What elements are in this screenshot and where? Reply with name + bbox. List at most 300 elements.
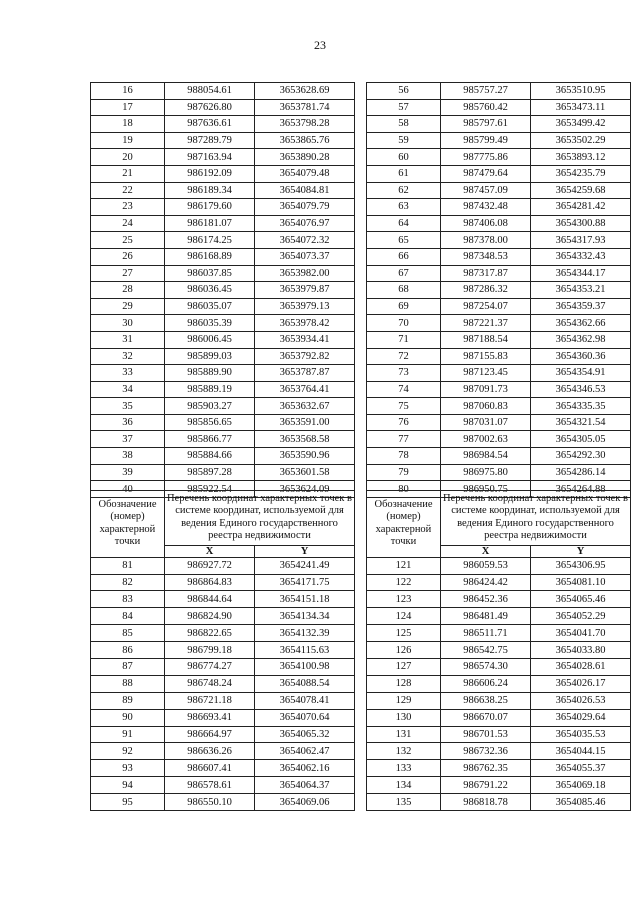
x-coordinate-cell: 987123.45 xyxy=(441,365,531,382)
point-number-cell: 84 xyxy=(91,608,165,625)
y-coordinate-cell: 3654055.37 xyxy=(531,760,631,777)
y-coordinate-cell: 3654317.93 xyxy=(531,232,631,249)
point-number-cell: 132 xyxy=(367,743,441,760)
y-coordinate-cell: 3654028.61 xyxy=(531,658,631,675)
point-number-cell: 28 xyxy=(91,282,165,299)
x-coordinate-cell: 987289.79 xyxy=(165,132,255,149)
y-coordinate-cell: 3654078.41 xyxy=(255,692,355,709)
table-row xyxy=(91,448,355,465)
x-coordinate-cell: 986693.41 xyxy=(165,709,255,726)
y-coordinate-cell: 3653978.42 xyxy=(255,315,355,332)
page-number: 23 xyxy=(314,38,326,52)
x-coordinate-cell: 987317.87 xyxy=(441,265,531,282)
x-coordinate-cell: 986036.45 xyxy=(165,282,255,299)
table-row xyxy=(367,557,631,574)
x-coordinate-cell: 986574.30 xyxy=(441,658,531,675)
point-number-cell: 83 xyxy=(91,591,165,608)
point-number-cell: 36 xyxy=(91,414,165,431)
x-coordinate-cell: 986791.22 xyxy=(441,777,531,794)
x-coordinate-cell: 986774.27 xyxy=(165,658,255,675)
y-coordinate-cell: 3654362.66 xyxy=(531,315,631,332)
point-number-cell: 135 xyxy=(367,794,441,811)
x-coordinate-cell: 987002.63 xyxy=(441,431,531,448)
y-coordinate-cell: 3653798.28 xyxy=(255,116,355,133)
table-row xyxy=(91,232,355,249)
table-row xyxy=(91,591,355,608)
table-row xyxy=(91,574,355,591)
coords-table-bottom-right xyxy=(366,490,631,811)
x-coordinate-cell: 986550.10 xyxy=(165,794,255,811)
x-coordinate-cell: 987457.09 xyxy=(441,182,531,199)
table-row xyxy=(367,298,631,315)
table-row xyxy=(367,215,631,232)
y-coordinate-cell: 3654259.68 xyxy=(531,182,631,199)
point-number-cell: 67 xyxy=(367,265,441,282)
table-row xyxy=(91,692,355,709)
point-number-cell: 32 xyxy=(91,348,165,365)
x-coordinate-cell: 987163.94 xyxy=(165,149,255,166)
point-number-cell: 23 xyxy=(91,199,165,216)
table-row xyxy=(367,414,631,431)
y-coordinate-cell: 3654321.54 xyxy=(531,414,631,431)
table-row xyxy=(367,199,631,216)
y-coordinate-cell: 3654360.36 xyxy=(531,348,631,365)
y-coordinate-cell: 3654084.81 xyxy=(255,182,355,199)
table-row xyxy=(367,608,631,625)
y-coordinate-cell: 3654029.64 xyxy=(531,709,631,726)
table-row xyxy=(91,625,355,642)
point-number-cell: 88 xyxy=(91,675,165,692)
y-coordinate-cell: 3654300.88 xyxy=(531,215,631,232)
y-coordinate-cell: 3654079.48 xyxy=(255,165,355,182)
y-coordinate-cell: 3653787.87 xyxy=(255,365,355,382)
table-row xyxy=(367,182,631,199)
table-row xyxy=(91,642,355,659)
table-row xyxy=(91,398,355,415)
point-number-cell: 91 xyxy=(91,726,165,743)
coords-label-header: Перечень координат характерных точек в системе координат, используемой для ведения Единого государственного реестра недвижимости xyxy=(441,491,631,546)
y-coordinate-cell: 3654073.37 xyxy=(255,248,355,265)
table-row xyxy=(91,149,355,166)
x-coordinate-cell: 985856.65 xyxy=(165,414,255,431)
y-coordinate-cell: 3654076.97 xyxy=(255,215,355,232)
point-number-cell: 66 xyxy=(367,248,441,265)
point-number-cell: 121 xyxy=(367,557,441,574)
table-row xyxy=(91,743,355,760)
x-coordinate-cell: 986452.36 xyxy=(441,591,531,608)
point-number-cell: 20 xyxy=(91,149,165,166)
x-coordinate-cell: 985760.42 xyxy=(441,99,531,116)
point-number-cell: 72 xyxy=(367,348,441,365)
y-coordinate-cell: 3654069.18 xyxy=(531,777,631,794)
table-row xyxy=(91,331,355,348)
y-coordinate-cell: 3653591.00 xyxy=(255,414,355,431)
y-coordinate-cell: 3653781.74 xyxy=(255,99,355,116)
table-row xyxy=(91,431,355,448)
point-number-cell: 63 xyxy=(367,199,441,216)
x-coordinate-cell: 985884.66 xyxy=(165,448,255,465)
table-row xyxy=(91,116,355,133)
x-coordinate-cell: 986721.18 xyxy=(165,692,255,709)
point-number-cell: 128 xyxy=(367,675,441,692)
x-coordinate-cell: 987060.83 xyxy=(441,398,531,415)
table-row xyxy=(91,777,355,794)
table-row xyxy=(367,83,631,100)
point-number-cell: 34 xyxy=(91,381,165,398)
x-coordinate-cell: 985903.27 xyxy=(165,398,255,415)
x-coordinate-cell: 987031.07 xyxy=(441,414,531,431)
table-row xyxy=(91,675,355,692)
table-row xyxy=(91,282,355,299)
table-row xyxy=(91,348,355,365)
y-coordinate-cell: 3654085.46 xyxy=(531,794,631,811)
point-number-cell: 134 xyxy=(367,777,441,794)
point-number-cell: 122 xyxy=(367,574,441,591)
x-coordinate-cell: 985866.77 xyxy=(165,431,255,448)
y-coordinate-cell: 3653499.42 xyxy=(531,116,631,133)
point-number-cell: 17 xyxy=(91,99,165,116)
x-coordinate-cell: 985922.54 xyxy=(165,481,255,498)
point-number-cell: 75 xyxy=(367,398,441,415)
x-coordinate-cell: 986950.75 xyxy=(441,481,531,498)
y-coordinate-cell: 3654362.98 xyxy=(531,331,631,348)
table-row xyxy=(367,574,631,591)
x-coordinate-cell: 986006.45 xyxy=(165,331,255,348)
point-number-cell: 94 xyxy=(91,777,165,794)
y-coordinate-cell: 3653979.87 xyxy=(255,282,355,299)
table-row xyxy=(367,464,631,481)
table-row xyxy=(91,182,355,199)
table-row xyxy=(367,794,631,811)
x-coordinate-cell: 985897.28 xyxy=(165,464,255,481)
y-coordinate-cell: 3654359.37 xyxy=(531,298,631,315)
point-label-header: Обозначение (номер) характерной точки xyxy=(91,491,165,558)
point-number-cell: 85 xyxy=(91,625,165,642)
y-coordinate-cell: 3654026.53 xyxy=(531,692,631,709)
y-coordinate-cell: 3654079.79 xyxy=(255,199,355,216)
y-coordinate-cell: 3654070.64 xyxy=(255,709,355,726)
y-coordinate-cell: 3654062.16 xyxy=(255,760,355,777)
x-coordinate-cell: 985889.90 xyxy=(165,365,255,382)
x-coordinate-cell: 986189.34 xyxy=(165,182,255,199)
point-number-cell: 27 xyxy=(91,265,165,282)
y-coordinate-cell: 3654281.42 xyxy=(531,199,631,216)
point-number-cell: 16 xyxy=(91,83,165,100)
table-row xyxy=(367,591,631,608)
y-coordinate-cell: 3653590.96 xyxy=(255,448,355,465)
x-coordinate-cell: 986542.75 xyxy=(441,642,531,659)
table-row xyxy=(367,331,631,348)
x-column-header: X xyxy=(441,545,531,557)
table-row xyxy=(91,365,355,382)
point-number-cell: 90 xyxy=(91,709,165,726)
y-coordinate-cell: 3653632.67 xyxy=(255,398,355,415)
point-number-cell: 127 xyxy=(367,658,441,675)
y-coordinate-cell: 3653982.00 xyxy=(255,265,355,282)
y-coordinate-cell: 3654064.37 xyxy=(255,777,355,794)
table-row xyxy=(91,165,355,182)
table-row xyxy=(91,315,355,332)
point-number-cell: 29 xyxy=(91,298,165,315)
point-number-cell: 133 xyxy=(367,760,441,777)
point-number-cell: 129 xyxy=(367,692,441,709)
x-coordinate-cell: 987636.61 xyxy=(165,116,255,133)
x-coordinate-cell: 986975.80 xyxy=(441,464,531,481)
point-number-cell: 38 xyxy=(91,448,165,465)
table-row xyxy=(91,726,355,743)
x-coordinate-cell: 986824.90 xyxy=(165,608,255,625)
table-row xyxy=(91,132,355,149)
y-coordinate-cell: 3653890.28 xyxy=(255,149,355,166)
point-number-cell: 68 xyxy=(367,282,441,299)
table-row xyxy=(367,315,631,332)
point-number-cell: 58 xyxy=(367,116,441,133)
point-number-cell: 130 xyxy=(367,709,441,726)
x-column-header: X xyxy=(165,545,255,557)
x-coordinate-cell: 986822.65 xyxy=(165,625,255,642)
coords-table-top-right xyxy=(366,82,631,498)
x-coordinate-cell: 986037.85 xyxy=(165,265,255,282)
point-number-cell: 26 xyxy=(91,248,165,265)
x-coordinate-cell: 986636.26 xyxy=(165,743,255,760)
table-row xyxy=(367,625,631,642)
point-number-cell: 21 xyxy=(91,165,165,182)
point-number-cell: 95 xyxy=(91,794,165,811)
y-coordinate-cell: 3654026.17 xyxy=(531,675,631,692)
x-coordinate-cell: 986607.41 xyxy=(165,760,255,777)
y-coordinate-cell: 3654306.95 xyxy=(531,557,631,574)
table-row xyxy=(367,726,631,743)
table-row xyxy=(367,381,631,398)
point-number-cell: 126 xyxy=(367,642,441,659)
x-coordinate-cell: 988054.61 xyxy=(165,83,255,100)
y-coordinate-cell: 3654354.91 xyxy=(531,365,631,382)
y-coordinate-cell: 3653473.11 xyxy=(531,99,631,116)
y-coordinate-cell: 3653764.41 xyxy=(255,381,355,398)
point-number-cell: 123 xyxy=(367,591,441,608)
x-coordinate-cell: 985757.27 xyxy=(441,83,531,100)
point-number-cell: 60 xyxy=(367,149,441,166)
x-coordinate-cell: 985799.49 xyxy=(441,132,531,149)
x-coordinate-cell: 986192.09 xyxy=(165,165,255,182)
point-number-cell: 19 xyxy=(91,132,165,149)
point-number-cell: 74 xyxy=(367,381,441,398)
table-row xyxy=(367,165,631,182)
x-coordinate-cell: 986732.36 xyxy=(441,743,531,760)
y-coordinate-cell: 3654088.54 xyxy=(255,675,355,692)
y-coordinate-cell: 3654065.32 xyxy=(255,726,355,743)
point-number-cell: 37 xyxy=(91,431,165,448)
point-number-cell: 56 xyxy=(367,83,441,100)
point-number-cell: 35 xyxy=(91,398,165,415)
y-coordinate-cell: 3654151.18 xyxy=(255,591,355,608)
table-row xyxy=(91,464,355,481)
y-coordinate-cell: 3653601.58 xyxy=(255,464,355,481)
x-coordinate-cell: 986670.07 xyxy=(441,709,531,726)
point-number-cell: 24 xyxy=(91,215,165,232)
table-row xyxy=(367,132,631,149)
point-number-cell: 62 xyxy=(367,182,441,199)
point-number-cell: 82 xyxy=(91,574,165,591)
table-row xyxy=(91,709,355,726)
table-row xyxy=(91,557,355,574)
point-number-cell: 70 xyxy=(367,315,441,332)
y-coordinate-cell: 3653979.13 xyxy=(255,298,355,315)
x-coordinate-cell: 986844.64 xyxy=(165,591,255,608)
y-coordinate-cell: 3653568.58 xyxy=(255,431,355,448)
x-coordinate-cell: 986181.07 xyxy=(165,215,255,232)
point-number-cell: 65 xyxy=(367,232,441,249)
x-coordinate-cell: 986179.60 xyxy=(165,199,255,216)
point-number-cell: 89 xyxy=(91,692,165,709)
y-coordinate-cell: 3654115.63 xyxy=(255,642,355,659)
x-coordinate-cell: 986762.35 xyxy=(441,760,531,777)
y-coordinate-cell: 3654335.35 xyxy=(531,398,631,415)
table-row xyxy=(91,658,355,675)
table-row xyxy=(91,199,355,216)
table-row xyxy=(367,149,631,166)
point-number-cell: 30 xyxy=(91,315,165,332)
y-coordinate-cell: 3654353.21 xyxy=(531,282,631,299)
y-coordinate-cell: 3654134.34 xyxy=(255,608,355,625)
x-coordinate-cell: 987286.32 xyxy=(441,282,531,299)
y-coordinate-cell: 3654346.53 xyxy=(531,381,631,398)
x-coordinate-cell: 985889.19 xyxy=(165,381,255,398)
x-coordinate-cell: 987479.64 xyxy=(441,165,531,182)
y-coordinate-cell: 3654264.88 xyxy=(531,481,631,498)
y-coordinate-cell: 3654332.43 xyxy=(531,248,631,265)
x-coordinate-cell: 986864.83 xyxy=(165,574,255,591)
table-row xyxy=(91,794,355,811)
x-coordinate-cell: 985797.61 xyxy=(441,116,531,133)
table-row xyxy=(91,414,355,431)
table-row xyxy=(91,381,355,398)
table-row xyxy=(91,608,355,625)
table-row xyxy=(367,675,631,692)
point-number-cell: 22 xyxy=(91,182,165,199)
point-number-cell: 80 xyxy=(367,481,441,498)
table-row xyxy=(91,83,355,100)
x-coordinate-cell: 986511.71 xyxy=(441,625,531,642)
y-column-header: Y xyxy=(531,545,631,557)
point-number-cell: 71 xyxy=(367,331,441,348)
x-coordinate-cell: 987188.54 xyxy=(441,331,531,348)
y-coordinate-cell: 3654069.06 xyxy=(255,794,355,811)
y-coordinate-cell: 3654065.46 xyxy=(531,591,631,608)
point-number-cell: 64 xyxy=(367,215,441,232)
x-coordinate-cell: 986799.18 xyxy=(165,642,255,659)
x-coordinate-cell: 986984.54 xyxy=(441,448,531,465)
y-coordinate-cell: 3654052.29 xyxy=(531,608,631,625)
x-coordinate-cell: 987221.37 xyxy=(441,315,531,332)
point-number-cell: 125 xyxy=(367,625,441,642)
table-row xyxy=(367,398,631,415)
table-row xyxy=(367,265,631,282)
x-coordinate-cell: 986481.49 xyxy=(441,608,531,625)
point-number-cell: 77 xyxy=(367,431,441,448)
point-number-cell: 87 xyxy=(91,658,165,675)
x-coordinate-cell: 987378.00 xyxy=(441,232,531,249)
point-number-cell: 86 xyxy=(91,642,165,659)
x-coordinate-cell: 987348.53 xyxy=(441,248,531,265)
table-row xyxy=(367,431,631,448)
table-row xyxy=(367,692,631,709)
x-coordinate-cell: 987091.73 xyxy=(441,381,531,398)
point-number-cell: 59 xyxy=(367,132,441,149)
y-coordinate-cell: 3654286.14 xyxy=(531,464,631,481)
point-number-cell: 18 xyxy=(91,116,165,133)
x-coordinate-cell: 987155.83 xyxy=(441,348,531,365)
point-number-cell: 131 xyxy=(367,726,441,743)
point-number-cell: 79 xyxy=(367,464,441,481)
table-row xyxy=(367,248,631,265)
x-coordinate-cell: 987254.07 xyxy=(441,298,531,315)
y-coordinate-cell: 3654292.30 xyxy=(531,448,631,465)
y-coordinate-cell: 3654241.49 xyxy=(255,557,355,574)
table-row xyxy=(367,348,631,365)
table-row xyxy=(91,248,355,265)
point-number-cell: 73 xyxy=(367,365,441,382)
y-coordinate-cell: 3653510.95 xyxy=(531,83,631,100)
y-coordinate-cell: 3654305.05 xyxy=(531,431,631,448)
y-coordinate-cell: 3654035.53 xyxy=(531,726,631,743)
x-coordinate-cell: 986168.89 xyxy=(165,248,255,265)
y-coordinate-cell: 3654344.17 xyxy=(531,265,631,282)
y-coordinate-cell: 3654033.80 xyxy=(531,642,631,659)
y-coordinate-cell: 3653792.82 xyxy=(255,348,355,365)
point-number-cell: 57 xyxy=(367,99,441,116)
table-row xyxy=(367,282,631,299)
x-coordinate-cell: 986664.97 xyxy=(165,726,255,743)
x-coordinate-cell: 986606.24 xyxy=(441,675,531,692)
coords-label-header: Перечень координат характерных точек в системе координат, используемой для ведения Единого государственного реестра недвижимости xyxy=(165,491,355,546)
y-column-header: Y xyxy=(255,545,355,557)
y-coordinate-cell: 3654072.32 xyxy=(255,232,355,249)
table-row xyxy=(367,99,631,116)
x-coordinate-cell: 985899.03 xyxy=(165,348,255,365)
point-number-cell: 69 xyxy=(367,298,441,315)
point-number-cell: 81 xyxy=(91,557,165,574)
table-row xyxy=(367,777,631,794)
table-row xyxy=(91,760,355,777)
x-coordinate-cell: 986035.39 xyxy=(165,315,255,332)
y-coordinate-cell: 3654235.79 xyxy=(531,165,631,182)
y-coordinate-cell: 3654044.15 xyxy=(531,743,631,760)
y-coordinate-cell: 3654171.75 xyxy=(255,574,355,591)
table-row xyxy=(91,298,355,315)
y-coordinate-cell: 3654041.70 xyxy=(531,625,631,642)
table-row xyxy=(91,215,355,232)
point-number-cell: 61 xyxy=(367,165,441,182)
point-number-cell: 40 xyxy=(91,481,165,498)
table-row xyxy=(367,448,631,465)
table-row xyxy=(91,99,355,116)
y-coordinate-cell: 3653624.09 xyxy=(255,481,355,498)
y-coordinate-cell: 3653502.29 xyxy=(531,132,631,149)
point-number-cell: 92 xyxy=(91,743,165,760)
table-row xyxy=(367,642,631,659)
coords-table-top-left xyxy=(90,82,355,498)
x-coordinate-cell: 986578.61 xyxy=(165,777,255,794)
table-row xyxy=(367,365,631,382)
x-coordinate-cell: 986927.72 xyxy=(165,557,255,574)
x-coordinate-cell: 986174.25 xyxy=(165,232,255,249)
table-row xyxy=(367,760,631,777)
table-row xyxy=(367,709,631,726)
y-coordinate-cell: 3654062.47 xyxy=(255,743,355,760)
x-coordinate-cell: 987775.86 xyxy=(441,149,531,166)
table-row xyxy=(91,265,355,282)
